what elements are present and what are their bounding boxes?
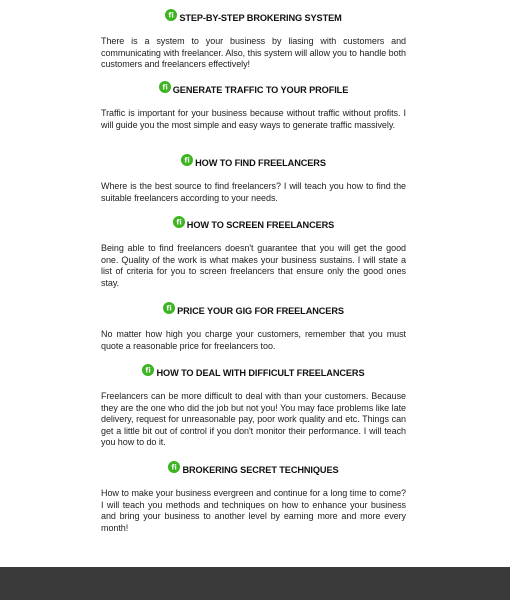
svg-text:fi: fi (184, 156, 190, 165)
fi-badge-icon (142, 364, 154, 376)
section-heading (101, 461, 406, 479)
section-body: How to make your business evergreen and continue for a long time to come? I will teach you methods and techniques on how to enhance your business and bring your business to another level by earning more and more every month! (101, 488, 406, 533)
section-body: There is a system to your business by liasing with customers and communicating with freelancer. Also, this system will allow you to handle both customers and freelancers effectively! (101, 36, 406, 70)
section-heading (101, 154, 406, 172)
svg-text:fi: fi (168, 11, 174, 20)
svg-text:fi: fi (166, 304, 172, 313)
section-heading (101, 9, 406, 27)
section-body: Where is the best source to find freelancers? I will teach you how to find the suitable freelancers according to your needs. (101, 181, 406, 203)
section-title: PRICE YOUR GIG FOR FREELANCERS (177, 306, 344, 316)
section-price-your-gig (101, 302, 406, 352)
section-generate-traffic (101, 81, 406, 131)
section-title: HOW TO DEAL WITH DIFFICULT FREELANCERS (156, 368, 365, 378)
section-title: BROKERING SECRET TECHNIQUES (182, 465, 339, 475)
svg-text:fi: fi (171, 463, 178, 472)
footer-bar (0, 567, 510, 600)
section-title: STEP-BY-STEP BROKERING SYSTEM (179, 13, 342, 23)
section-heading (101, 216, 406, 234)
section-title: GENERATE TRAFFIC TO YOUR PROFILE (172, 85, 349, 95)
fi-badge-icon (168, 461, 180, 473)
fi-badge-icon (165, 9, 177, 21)
fi-badge-icon (163, 302, 175, 314)
svg-text:fi: fi (162, 83, 168, 92)
section-body: Freelancers can be more difficult to deal with than your customers. Because they are the one who did the job but not you! You may face problems like late delivery, request for unreasonable pay, poor work quality and etc. Things can get a little bit out of control if you don't monitor their performance. I will teach you how to do it. (101, 391, 406, 448)
svg-text:fi: fi (145, 366, 152, 375)
section-heading (101, 302, 406, 320)
section-step-by-step (101, 9, 406, 71)
section-body: No matter how high you charge your customers, remember that you must quote a reasonable price for freelancers too. (101, 329, 406, 351)
section-heading (101, 81, 406, 99)
section-difficult-freelancers (101, 364, 406, 449)
section-body: Traffic is important for your business because without traffic without profits. I will guide you the most simple and easy ways to generate traffic massively. (101, 108, 406, 130)
section-title: HOW TO FIND FREELANCERS (195, 158, 326, 168)
fi-badge-icon (181, 154, 193, 166)
fi-badge-icon (159, 81, 171, 93)
svg-text:fi: fi (176, 218, 182, 227)
section-find-freelancers (101, 154, 406, 204)
fi-badge-icon (173, 216, 185, 228)
section-body: Being able to find freelancers doesn't guarantee that you will get the good one. Quality of the work is what makes your business sustains. I will state a list of criteria for you to screen freelancers that ensure only the good ones stay. (101, 243, 406, 288)
section-secret-techniques (101, 461, 406, 534)
section-heading (101, 364, 406, 382)
section-screen-freelancers (101, 216, 406, 289)
section-title: HOW TO SCREEN FREELANCERS (186, 220, 335, 230)
